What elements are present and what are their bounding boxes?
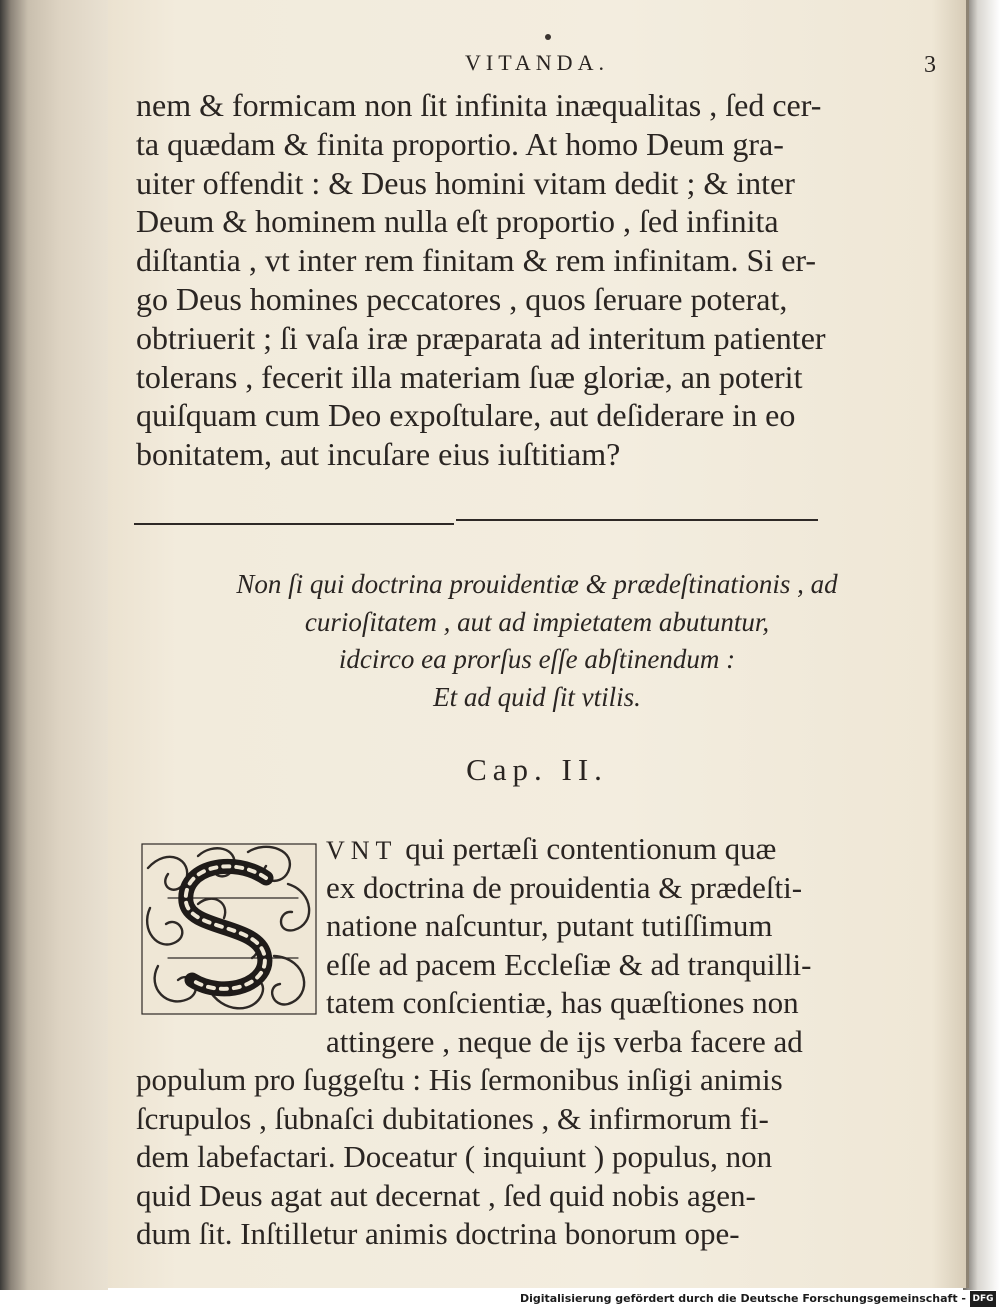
book-spine-shadow xyxy=(0,0,108,1290)
page-number: 3 xyxy=(924,52,936,78)
text-line: dem labefactari. Doceatur ( inquiunt ) populus, non xyxy=(136,1139,773,1174)
dfg-logo: DFG xyxy=(970,1291,996,1307)
text-line: bonitatem, aut incuſare eius iuſtitiam? xyxy=(136,436,621,473)
text-line: obtriuerit ; ſi vaſa iræ præparata ad interitum patienter xyxy=(136,319,826,356)
text-line: populum pro ſuggeſtu : His ſermonibus inſigi animis xyxy=(136,1062,783,1097)
divider-rule-right xyxy=(456,519,818,521)
book-page xyxy=(108,0,969,1288)
first-word: VNT xyxy=(326,836,398,865)
funding-credit: Digitalisierung gefördert durch die Deutsche Forschungsgemeinschaft - xyxy=(519,1292,966,1305)
text-line: ex doctrina de prouidentia & prædeſti- xyxy=(326,869,803,905)
chapter-opening-text xyxy=(326,830,846,1061)
text-line: nem & formicam non ſit infinita inæqualitas , ſed cer- xyxy=(136,87,822,123)
chapter-summary xyxy=(108,566,966,716)
summary-line: Et ad quid ſit vtilis. xyxy=(433,681,641,712)
summary-line: curioſitatem , aut ad impietatem abutuntur, xyxy=(304,606,770,637)
text-line: go Deus homines peccatores , quos ſeruare poterat, xyxy=(136,280,788,317)
text-line xyxy=(326,830,846,869)
summary-line: idcirco ea prorſus eſſe abſtinendum : xyxy=(338,644,736,674)
text-line: uiter offendit : & Deus homini vitam dedit ; & inter xyxy=(136,164,795,201)
divider-rule-left xyxy=(134,523,454,525)
section-divider xyxy=(134,519,818,525)
text-line: dum ſit. Inſtilletur animis doctrina bonorum ope- xyxy=(136,1216,740,1251)
text-line: quiſquam cum Deo expoſtulare, aut deſiderare in eo xyxy=(136,397,796,434)
summary-line: Non ſi qui doctrina prouidentiæ & prædeſtinationis , ad xyxy=(236,569,838,599)
text-line: tatem conſcientiæ, has quæſtiones non xyxy=(326,985,799,1020)
running-head: VITANDA. xyxy=(465,50,609,75)
chapter-continuation-text xyxy=(136,1061,856,1254)
printer-dot-mark xyxy=(545,34,551,40)
text-line: Deum & hominem nulla eſt proportio , ſed infinita xyxy=(136,203,779,240)
text-line-rest: qui pertæſi contentionum quæ xyxy=(397,831,777,866)
text-line: attingere , neque de ijs verba facere ad xyxy=(326,1023,803,1059)
text-line: tolerans , fecerit illa materiam ſuæ gloriæ, an poterit xyxy=(136,358,803,395)
text-line: diſtantia , vt inter rem finitam & rem infinitam. Si er- xyxy=(136,242,817,279)
text-line: ta quædam & finita proportio. At homo Deum gra- xyxy=(136,125,784,162)
text-line: natione naſcuntur, putant tutiſſimum xyxy=(326,908,773,943)
text-line: eſſe ad pacem Eccleſiæ & ad tranquilli- xyxy=(326,946,812,982)
text-line: ſcrupulos , ſubnaſci dubitationes , & infirmorum fi- xyxy=(136,1100,769,1136)
chapter-heading: Cap. II. xyxy=(466,752,608,787)
decorated-initial-s-icon xyxy=(138,838,320,1018)
main-text-block xyxy=(136,86,836,474)
text-line: quid Deus agat aut decernat , ſed quid nobis agen- xyxy=(136,1177,756,1213)
digitization-footer xyxy=(0,1290,1000,1311)
